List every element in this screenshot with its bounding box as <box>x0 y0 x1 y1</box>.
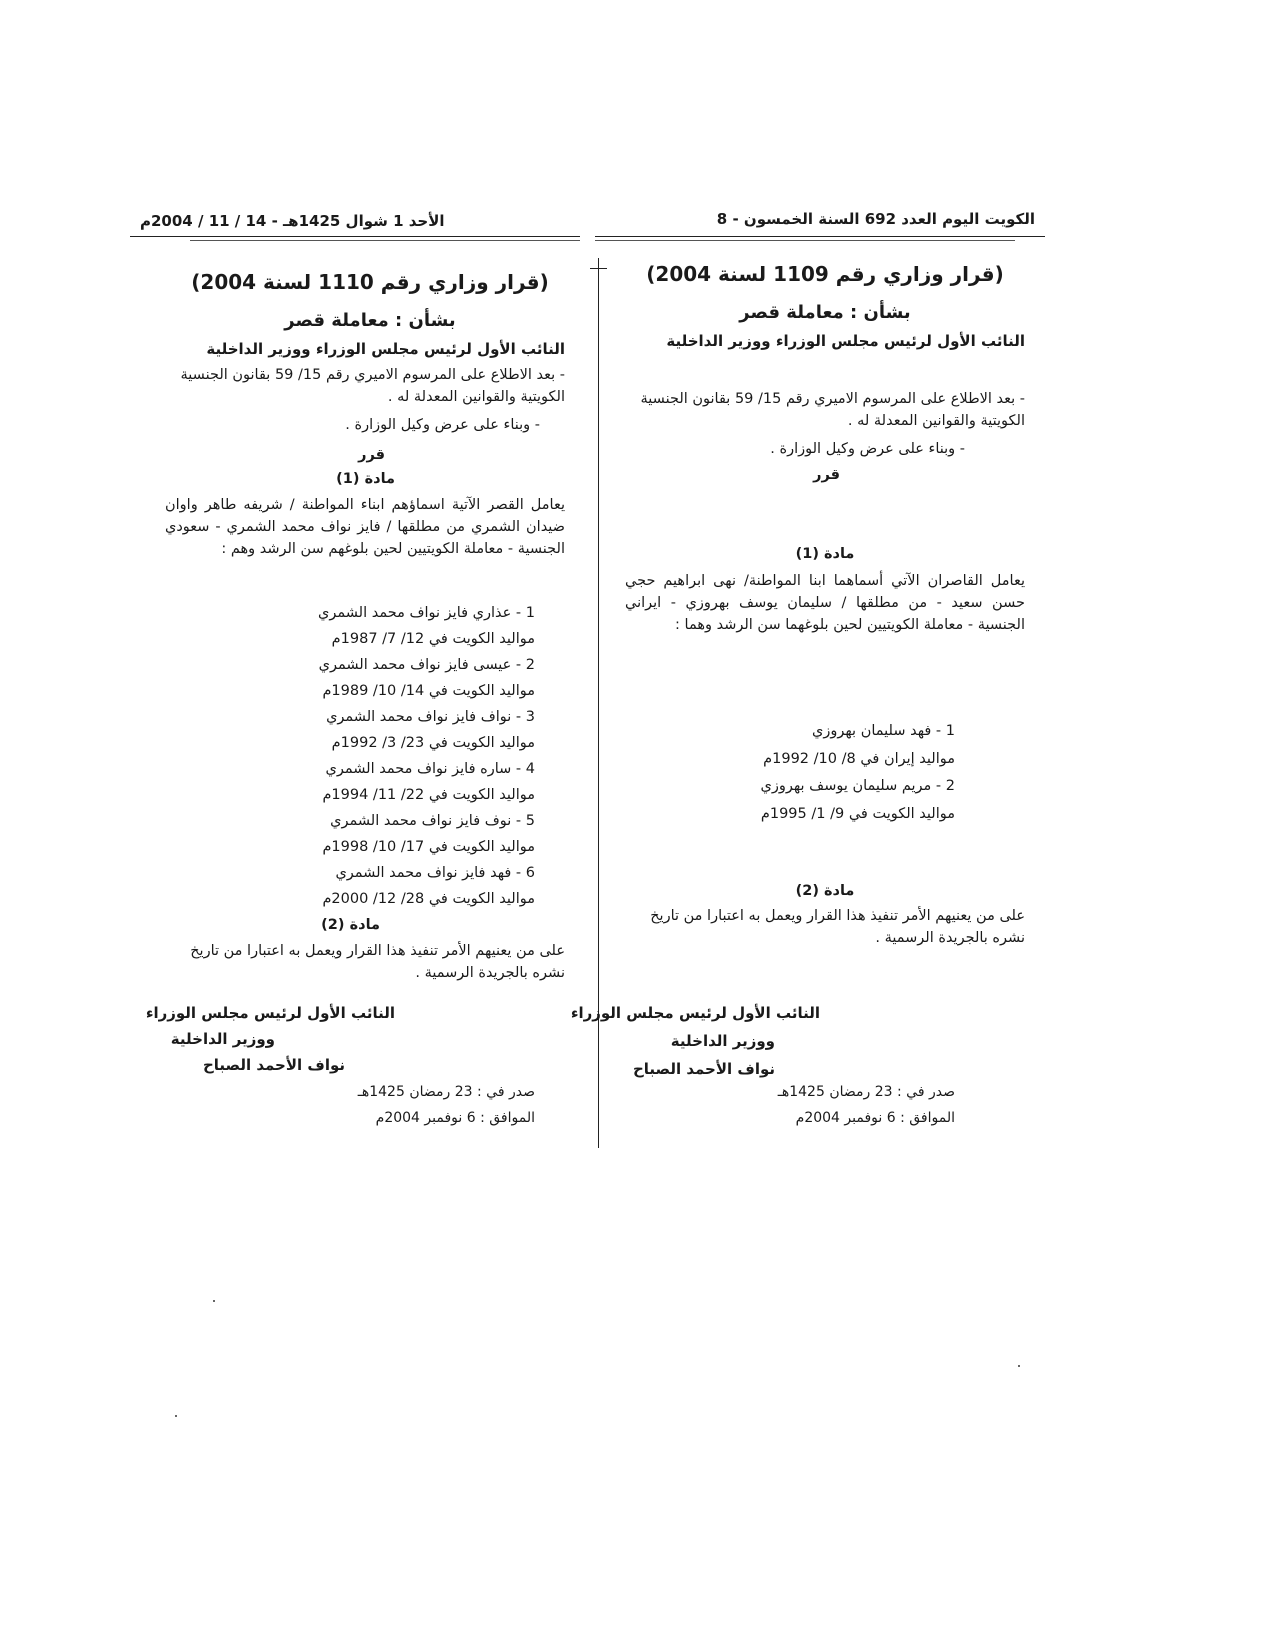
decree-subject: بشأن : معاملة قصر <box>739 302 911 323</box>
scan-speck <box>213 1300 215 1302</box>
scan-speck <box>175 1415 177 1417</box>
scan-speck <box>1018 1365 1020 1367</box>
signature-title: النائب الأول لرئيس مجلس الوزراء <box>145 1004 395 1022</box>
article-1-heading: مادة (1) <box>795 546 855 562</box>
article-1-text: يعامل القاصران الآتي أسماهما ابنا المواطنة/ نهى ابراهيم حجي حسن سعيد - من مطلقها / سليمان يوسف بهروزي - ايراني الجنسية - معاملة الكويتيين لحين بلوغهما سن الرشد وهما : <box>625 573 1025 633</box>
list-item: مواليد الكويت في 14/ 10/ 1989م <box>322 683 535 699</box>
signature-name: نواف الأحمد الصباح <box>202 1056 345 1074</box>
list-item: 1 - عذاري فايز نواف محمد الشمري <box>318 605 535 621</box>
signature-minister: ووزير الداخلية <box>670 1032 775 1050</box>
list-item: مواليد الكويت في 12/ 7/ 1987م <box>331 631 535 647</box>
list-item: 3 - نواف فايز نواف محمد الشمري <box>326 709 535 725</box>
list-item: مواليد الكويت في 28/ 12/ 2000م <box>322 891 535 907</box>
list-item: 2 - عيسى فايز نواف محمد الشمري <box>318 657 535 673</box>
decree-subject: بشأن : معاملة قصر <box>284 310 456 331</box>
article-2-text: على من يعنيهم الأمر تنفيذ هذا القرار ويعمل به اعتبارا من تاريخ نشره بالجريدة الرسمية . <box>650 908 1025 946</box>
header-right: الكويت اليوم العدد 692 السنة الخمسون - 8 <box>716 210 1035 228</box>
decided-label: قرر <box>813 467 840 483</box>
list-item: مواليد إيران في 8/ 10/ 1992م <box>763 751 955 767</box>
article-2-heading: مادة (2) <box>321 917 380 933</box>
preamble-1: - بعد الاطلاع على المرسوم الاميري رقم 15/ 59 بقانون الجنسية الكويتية والقوانين المعدلة له . <box>640 391 1025 429</box>
decree-title: (قرار وزاري رقم 1109 لسنة 2004) <box>646 262 1004 286</box>
decided-label: قرر <box>358 447 385 463</box>
article-2-text: على من يعنيهم الأمر تنفيذ هذا القرار ويعمل به اعتبارا من تاريخ نشره بالجريدة الرسمية . <box>190 943 565 981</box>
divider-cross <box>590 268 607 269</box>
preamble-2: - وبناء على عرض وكيل الوزارة . <box>770 441 965 457</box>
signature-name: نواف الأحمد الصباح <box>632 1060 775 1078</box>
preamble-1: - بعد الاطلاع على المرسوم الاميري رقم 15/ 59 بقانون الجنسية الكويتية والقوانين المعدلة له . <box>180 367 565 405</box>
header-left: الأحد 1 شوال 1425هـ - 14 / 11 / 2004م <box>140 212 445 230</box>
issued-date: صدر في : 23 رمضان 1425هـ <box>777 1084 955 1100</box>
article-1-heading: مادة (1) <box>336 471 395 487</box>
decree-title: (قرار وزاري رقم 1110 لسنة 2004) <box>191 270 549 294</box>
decree-authority: النائب الأول لرئيس مجلس الوزراء ووزير الداخلية <box>206 340 565 358</box>
signature-title: النائب الأول لرئيس مجلس الوزراء <box>570 1004 820 1022</box>
preamble-2: - وبناء على عرض وكيل الوزارة . <box>345 417 540 433</box>
list-item: مواليد الكويت في 17/ 10/ 1998م <box>322 839 535 855</box>
decree-1110 <box>145 0 575 1650</box>
list-item: 2 - مريم سليمان يوسف بهروزي <box>760 778 955 794</box>
list-item: مواليد الكويت في 9/ 1/ 1995م <box>760 806 955 822</box>
corresponding-date: الموافق : 6 نوفمبر 2004م <box>375 1110 535 1126</box>
list-item: مواليد الكويت في 23/ 3/ 1992م <box>331 735 535 751</box>
article-2-heading: مادة (2) <box>795 883 855 899</box>
corresponding-date: الموافق : 6 نوفمبر 2004م <box>795 1110 955 1126</box>
article-1-text: يعامل القصر الآتية اسماؤهم ابناء المواطنة / شريفه طاهر واوان ضيدان الشمري من مطلقها / فايز نواف محمد الشمري - سعودي الجنسية - معاملة الكويتيين لحين بلوغهم سن الرشد وهم : <box>165 497 565 557</box>
list-item: 5 - نوف فايز نواف محمد الشمري <box>330 813 535 829</box>
decree-1109 <box>570 0 1025 1650</box>
issued-date: صدر في : 23 رمضان 1425هـ <box>357 1084 535 1100</box>
list-item: 1 - فهد سليمان بهروزي <box>812 723 955 739</box>
decree-authority: النائب الأول لرئيس مجلس الوزراء ووزير الداخلية <box>666 332 1025 350</box>
list-item: 6 - فهد فايز نواف محمد الشمري <box>335 865 535 881</box>
signature-minister: ووزير الداخلية <box>170 1030 275 1048</box>
list-item: مواليد الكويت في 22/ 11/ 1994م <box>322 787 535 803</box>
list-item: 4 - ساره فايز نواف محمد الشمري <box>325 761 535 777</box>
